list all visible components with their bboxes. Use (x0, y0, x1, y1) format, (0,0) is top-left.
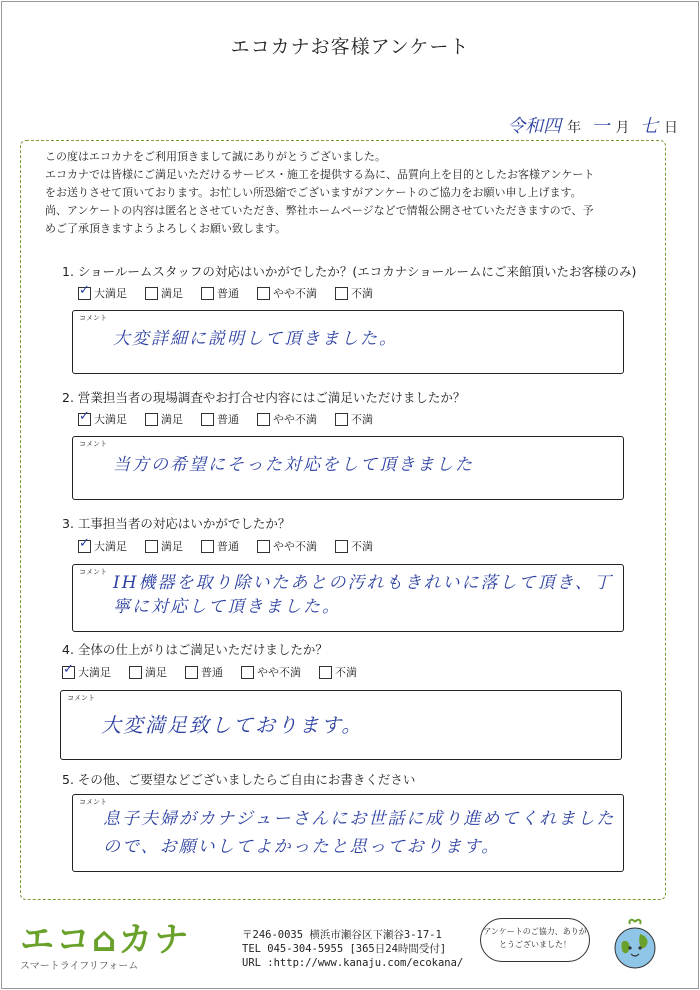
comment-box-2[interactable] (72, 436, 624, 500)
comment-label: コメント (79, 798, 107, 806)
intro-text (45, 148, 665, 238)
option-very-satisfied[interactable] (78, 538, 127, 554)
checkbox[interactable] (145, 287, 158, 300)
company-logo (20, 912, 190, 972)
option-dissatisfied[interactable] (335, 285, 373, 301)
comment-label: コメント (79, 568, 107, 576)
date-era: 令和四 (507, 116, 562, 137)
question-3: 3. 工事担当者の対応はいかがでしたか？ (62, 516, 291, 531)
checkbox[interactable] (257, 287, 270, 300)
comment-text: 大変詳細に説明して頂きました。 (113, 329, 398, 349)
checkbox[interactable] (335, 540, 348, 553)
comment-box-5[interactable] (72, 794, 624, 872)
option-satisfied[interactable] (145, 538, 183, 554)
address-line: 〒246-0035 横浜市瀬谷区下瀬谷3-17-1 (242, 929, 442, 941)
question-2: 2. 営業担当者の現場調査やお打合せ内容にはご満足いただけましたか？ (62, 390, 466, 405)
option-label: 不満 (335, 666, 357, 679)
checkbox[interactable] (257, 540, 270, 553)
option-label: 普通 (201, 666, 223, 679)
checkbox-checked[interactable] (78, 413, 91, 426)
checkbox[interactable] (335, 413, 348, 426)
option-satisfied[interactable] (129, 664, 167, 680)
option-very-satisfied[interactable] (78, 285, 127, 301)
comment-label: コメント (79, 440, 107, 448)
date-day-label: 日 (664, 120, 678, 136)
checkbox[interactable] (335, 287, 348, 300)
rating-options-2 (78, 411, 373, 427)
option-label: やや不満 (273, 287, 317, 300)
checkbox-checked[interactable] (78, 287, 91, 300)
checkbox-checked[interactable] (62, 666, 75, 679)
url-line: URL :http://www.kanaju.com/ecokana/ (242, 957, 464, 969)
option-normal[interactable] (201, 538, 239, 554)
option-label: 普通 (217, 540, 239, 553)
option-somewhat-dissatisfied[interactable] (257, 538, 317, 554)
thanks-bubble: アンケートのご協力、ありがとうございました！ (480, 918, 590, 962)
rating-options-3 (78, 538, 373, 554)
intro-line: をお送りさせて頂いております。お忙しい所恐縮でございますがアンケートのご協力をお願い申し上げます。 (45, 186, 582, 199)
date-month: 一 (591, 116, 610, 137)
option-very-satisfied[interactable] (78, 411, 127, 427)
intro-line: 尚、アンケートの内容は匿名とさせていただき、弊社ホームページなどで情報公開させていただきますので、予 (45, 204, 594, 217)
question-4: 4. 全体の仕上がりはご満足いただけましたか？ (62, 642, 328, 657)
intro-line: エコカナでは皆様にご満足いただけるサービス・施工を提供する為に、品質向上を目的としたお客様アンケート (45, 168, 595, 181)
company-address (242, 928, 463, 970)
date-line (501, 112, 678, 138)
checkbox[interactable] (201, 413, 214, 426)
option-label: 大満足 (78, 666, 111, 679)
option-label: やや不満 (257, 666, 301, 679)
option-dissatisfied[interactable] (319, 664, 357, 680)
option-somewhat-dissatisfied[interactable] (257, 411, 317, 427)
option-label: 不満 (351, 540, 373, 553)
option-dissatisfied[interactable] (335, 411, 373, 427)
option-label: 満足 (161, 540, 183, 553)
option-satisfied[interactable] (145, 411, 183, 427)
question-1: 1. ショールームスタッフの対応はいかがでしたか？(エコカナショールームにご来館頂いたお客様のみ) (62, 264, 637, 279)
checkbox[interactable] (145, 413, 158, 426)
checkbox[interactable] (257, 413, 270, 426)
checkbox[interactable] (185, 666, 198, 679)
option-label: やや不満 (273, 413, 317, 426)
option-label: 普通 (217, 287, 239, 300)
date-month-label: 月 (615, 120, 630, 136)
checkbox[interactable] (201, 287, 214, 300)
option-label: 満足 (145, 666, 167, 679)
intro-line: めご了承頂きますようよろしくお願い致します。 (45, 222, 287, 235)
rating-options-4 (62, 664, 357, 680)
option-satisfied[interactable] (145, 285, 183, 301)
option-label: 大満足 (94, 287, 127, 300)
page-title: エコカナお客様アンケート (230, 36, 470, 58)
option-label: 不満 (351, 413, 373, 426)
comment-text: 当方の希望にそった対応をして頂きました (113, 455, 474, 475)
tel-line: TEL 045-304-5955 [365日24時間受付] (242, 943, 447, 955)
comment-label: コメント (67, 694, 95, 702)
option-normal[interactable] (185, 664, 223, 680)
checkbox[interactable] (201, 540, 214, 553)
globe-mascot-icon (610, 918, 660, 972)
comment-box-4[interactable] (60, 690, 622, 760)
option-very-satisfied[interactable] (62, 664, 111, 680)
option-somewhat-dissatisfied[interactable] (241, 664, 301, 680)
option-label: やや不満 (273, 540, 317, 553)
option-label: 満足 (161, 413, 183, 426)
option-label: 普通 (217, 413, 239, 426)
option-label: 大満足 (94, 413, 127, 426)
date-year-label: 年 (567, 120, 582, 136)
checkbox-checked[interactable] (78, 540, 91, 553)
comment-label: コメント (79, 314, 107, 322)
comment-text: IH機器を取り除いたあとの汚れもきれいに落して頂き、丁寧に対応して頂きました。 (113, 573, 613, 617)
intro-line: この度はエコカナをご利用頂きまして誠にありがとうございました。 (45, 150, 386, 163)
option-normal[interactable] (201, 411, 239, 427)
option-somewhat-dissatisfied[interactable] (257, 285, 317, 301)
question-5: 5. その他、ご要望などございましたらご自由にお書きください (62, 772, 416, 787)
option-label: 満足 (161, 287, 183, 300)
option-label: 不満 (351, 287, 373, 300)
option-label: 大満足 (94, 540, 127, 553)
comment-text: 息子夫婦がカナジューさんにお世話に成り進めてくれましたので、お願いしてよかったと思っております。 (103, 809, 616, 857)
comment-box-1[interactable] (72, 310, 624, 374)
logo-subtitle: スマートライフリフォーム (20, 961, 139, 972)
checkbox[interactable] (129, 666, 142, 679)
logo-text: エコ⌂カナ (20, 920, 191, 960)
rating-options-1 (78, 285, 373, 301)
checkbox[interactable] (319, 666, 332, 679)
checkbox[interactable] (241, 666, 254, 679)
comment-text: 大変満足致しております。 (101, 713, 364, 737)
checkbox[interactable] (145, 540, 158, 553)
option-dissatisfied[interactable] (335, 538, 373, 554)
comment-box-3[interactable] (72, 564, 624, 632)
option-normal[interactable] (201, 285, 239, 301)
date-day: 七 (640, 116, 658, 137)
